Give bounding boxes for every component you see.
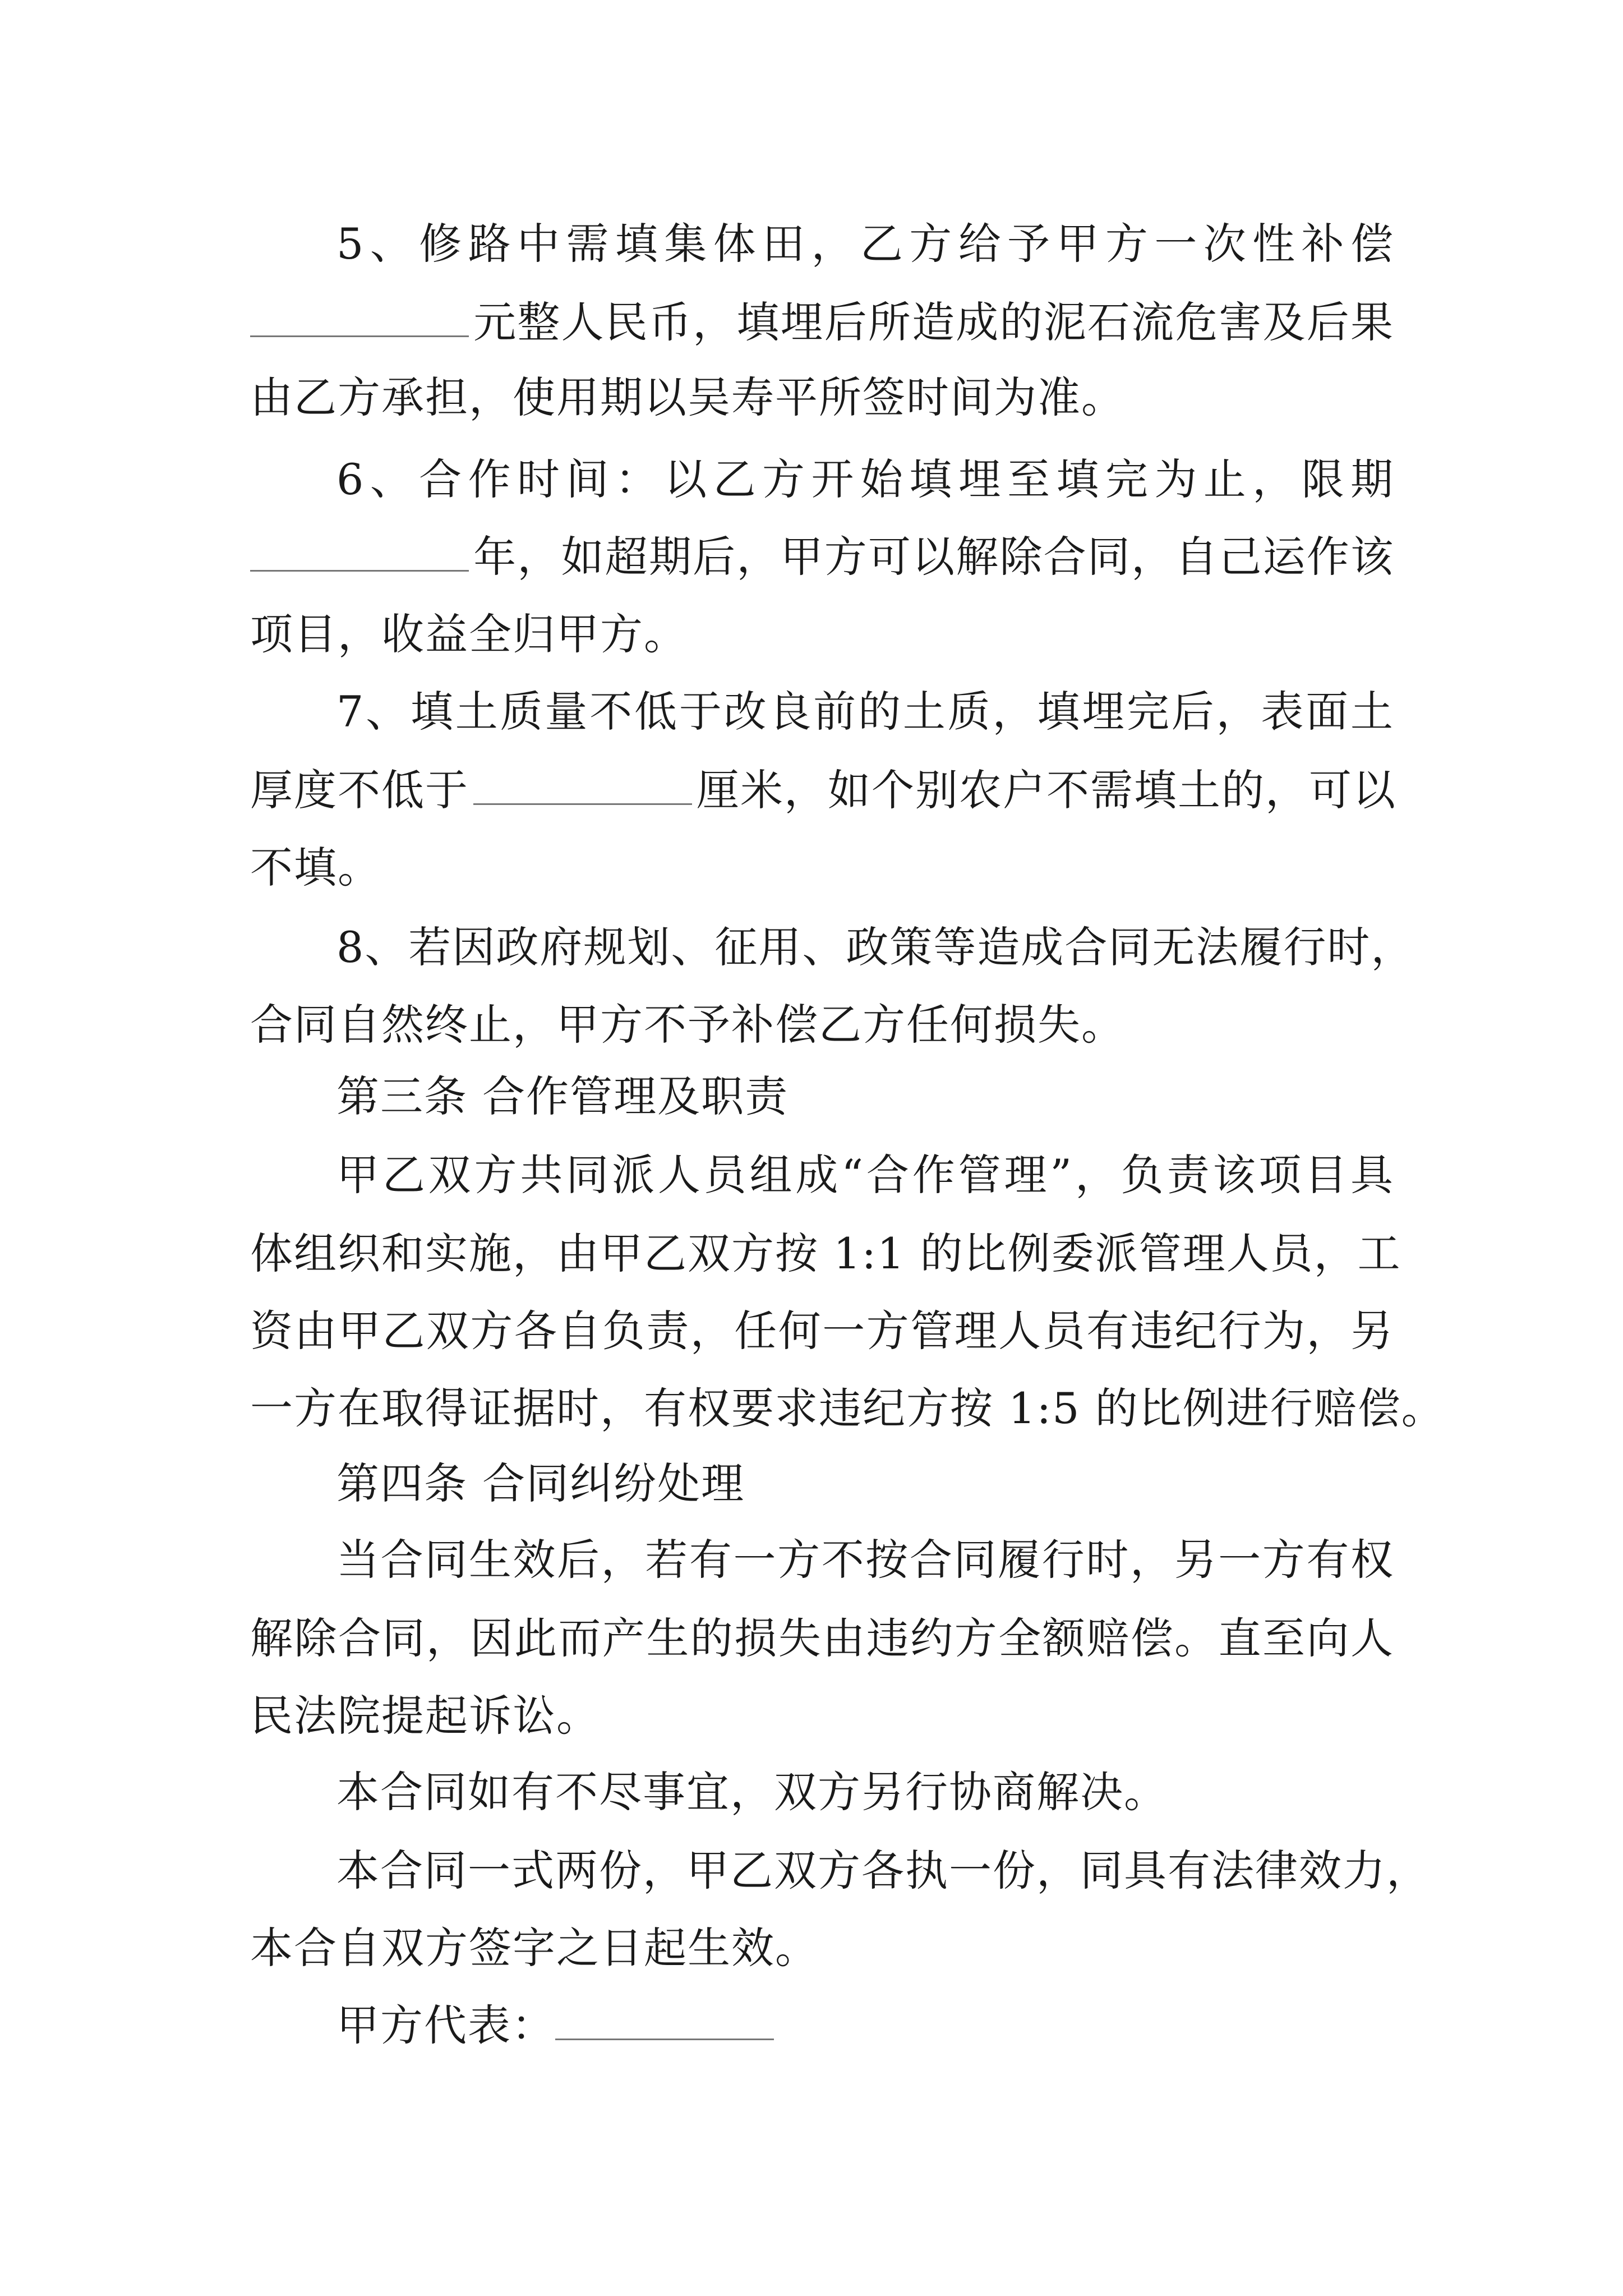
blank-soil-thickness[interactable] [473, 761, 692, 805]
blank-term-years[interactable] [250, 527, 469, 572]
item7-line1: 7、填土质量不低于改良前的土质，填埋完后，表面土 [336, 687, 1394, 737]
blank-compensation-amount[interactable] [250, 293, 469, 337]
item5-line2 [250, 292, 1394, 353]
article4-line1: 当合同生效后，若有一方不按合同履行时，另一方有权 [336, 1535, 1394, 1585]
item7-line2 [250, 760, 1394, 821]
blank-party-a-signature[interactable] [555, 1996, 774, 2040]
item6-line1: 6、合作时间：以乙方开始填埋至填完为止，限期 [336, 454, 1394, 504]
item5-line1: 5、修路中需填集体田，乙方给予甲方一次性补偿 [336, 219, 1394, 269]
closing-paragraph2-line2: 本合自双方签字之日起生效。 [250, 1923, 819, 1973]
signature-party-a [336, 1995, 1394, 2056]
party-a-label: 甲方代表： [336, 2000, 555, 2050]
item6-line3: 项目，收益全归甲方。 [250, 609, 688, 659]
closing-paragraph2-line1: 本合同一式两份，甲乙双方各执一份，同具有法律效力， [336, 1846, 1430, 1895]
item5-line3: 由乙方承担，使用期以吴寿平所签时间为准。 [250, 372, 1125, 422]
article3-line3: 资由甲乙双方各自负责，任何一方管理人员有违纪行为，另 [250, 1306, 1394, 1356]
article3-heading: 第三条 合作管理及职责 [336, 1071, 789, 1121]
item7-line2-text-a: 厚度不低于 [250, 765, 469, 815]
item7-line2-text-b: 厘米，如个别农户不需填土的，可以 [697, 765, 1396, 815]
item8-line1: 8、若因政府规划、征用、政策等造成合同无法履行时， [336, 922, 1415, 972]
article4-line2: 解除合同，因此而产生的损失由违约方全额赔偿。直至向人 [250, 1613, 1394, 1663]
article3-line1: 甲乙双方共同派人员组成“合作管理”，负责该项目具 [336, 1150, 1394, 1200]
item5-line2-text: 元整人民币，填埋后所造成的泥石流危害及后果 [473, 297, 1394, 347]
item6-line2 [250, 526, 1394, 588]
article4-line3: 民法院提起诉讼。 [250, 1691, 600, 1741]
article3-line2: 体组织和实施，由甲乙双方按 1:1 的比例委派管理人员，工 [250, 1228, 1401, 1278]
item6-line2-text: 年，如超期后，甲方可以解除合同，自己运作该 [473, 532, 1394, 582]
article4-heading: 第四条 合同纠纷处理 [336, 1458, 745, 1508]
item8-line2: 合同自然终止，甲方不予补偿乙方任何损失。 [250, 1000, 1125, 1050]
closing-paragraph1: 本合同如有不尽事宜，双方另行协商解决。 [336, 1767, 1168, 1817]
item7-line3: 不填。 [250, 843, 381, 892]
article3-line4: 一方在取得证据时，有权要求违纪方按 1:5 的比例进行赔偿。 [250, 1383, 1445, 1433]
